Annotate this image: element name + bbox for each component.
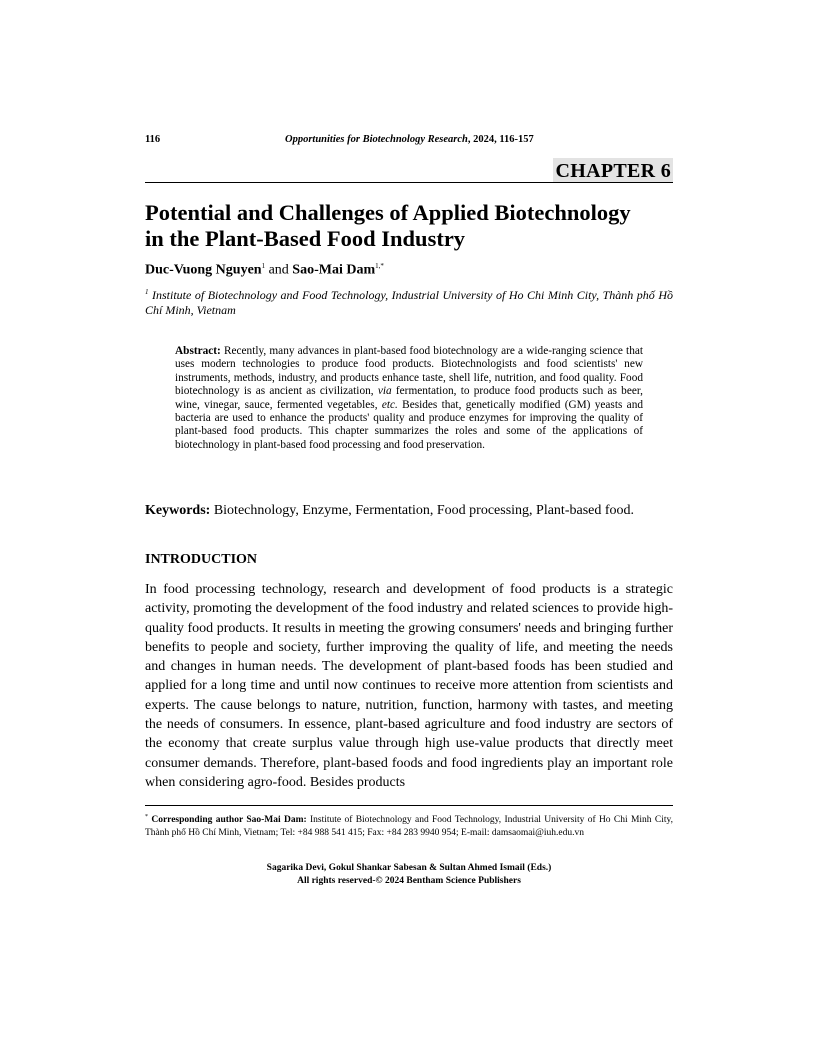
footnote-label: Corresponding author Sao-Mai Dam: [148, 815, 307, 826]
publisher-info [145, 862, 673, 888]
footnote-divider [145, 805, 673, 806]
affiliation-text: Institute of Biotechnology and Food Technology, Industrial University of Ho Chi Minh City, Thành phố Hồ Chí Minh, Vietnam [145, 288, 673, 317]
footnote-marker: * [145, 814, 148, 820]
author-connector: and [265, 262, 293, 278]
author-affiliation-marker: 1,* [375, 262, 384, 270]
author-name: Duc-Vuong Nguyen [145, 262, 262, 278]
chapter-title-line-1: Potential and Challenges of Applied Biotechnology [145, 200, 631, 225]
affiliation [145, 285, 673, 318]
abstract-text: Besides that, genetically modified (GM) yeasts and bacteria are used to enhance the products' quality and produce enzymes for improving the quality of plant-based food products. This chapter summarizes the roles and some of the applications of biotechnology in plant-based food processing and food preservation. [175, 398, 643, 451]
abstract-italic-term: via [377, 385, 392, 398]
chapter-title-line-2: in the Plant-Based Food Industry [145, 226, 466, 251]
abstract-italic-term: etc. [381, 398, 398, 411]
abstract-label: Abstract: [175, 345, 221, 357]
author-affiliation-marker: 1 [261, 262, 266, 270]
abstract-text: Recently, many advances in plant-based food biotechnology are a wide-ranging science that uses modern technologies to produce food products. Biotechnologists and food scientists' new instruments, methods, industry, and products enhance taste, shell life, nutrition, and food quality. Food biotechnology is as ancient as civilization, [175, 345, 643, 398]
page-number: 116 [145, 134, 161, 145]
abstract [175, 345, 643, 452]
journal-title: Opportunities for Biotechnology Research [285, 134, 468, 145]
editors-line: Sagarika Devi, Gokul Shankar Sabesan & Sultan Ahmed Ismail (Eds.) [266, 863, 552, 873]
author-name: Sao-Mai Dam [292, 262, 376, 278]
keywords-label: Keywords: [145, 503, 211, 518]
footnote-text: Institute of Biotechnology and Food Technology, Industrial University of Ho Chi Minh City, Thành phố Hồ Chí Minh, Vietnam; Tel: +84 988 541 415; Fax: +84 283 9940 954; E-mail: damsaomai@iuh.edu.vn [145, 815, 673, 838]
chapter-title [145, 200, 685, 252]
rights-line: All rights reserved-© 2024 Bentham Science Publishers [297, 876, 521, 886]
author-list [145, 262, 384, 279]
affiliation-marker: 1 [145, 288, 149, 296]
journal-citation: , 2024, 116-157 [467, 134, 534, 145]
footnote [145, 811, 673, 839]
section-heading-introduction: INTRODUCTION [145, 552, 258, 567]
introduction-paragraph: In food processing technology, research and development of food products is a strategic activity, promoting the development of the food industry and related sciences to provide high-quality food products. It results in meeting the growing consumers' needs and bringing further benefits to people and society, further improving the quality of life, and meeting the needs and changes in human needs. The development of plant-based foods has been studied and applied for a long time and until now continues to receive more attention from scientists and experts. The cause belongs to nature, nutrition, function, harmony with tastes, and meeting the needs of consumers. In essence, plant-based agriculture and food industry are sectors of the economy that create surplus value through high use-value products that directly meet consumer demands. Therefore, plant-based foods and food ingredients play an important role when considering agro-food. Besides products [145, 582, 673, 790]
keywords-text: Biotechnology, Enzyme, Fermentation, Food processing, Plant-based food. [210, 503, 635, 518]
journal-reference [285, 134, 534, 145]
abstract-text: fermentation, to produce food products such as beer, wine, vinegar, sauce, fermented vegetables, [175, 385, 643, 411]
keywords [145, 502, 673, 520]
chapter-divider [145, 182, 673, 183]
chapter-label: CHAPTER 6 [553, 158, 673, 183]
running-head [145, 134, 673, 150]
